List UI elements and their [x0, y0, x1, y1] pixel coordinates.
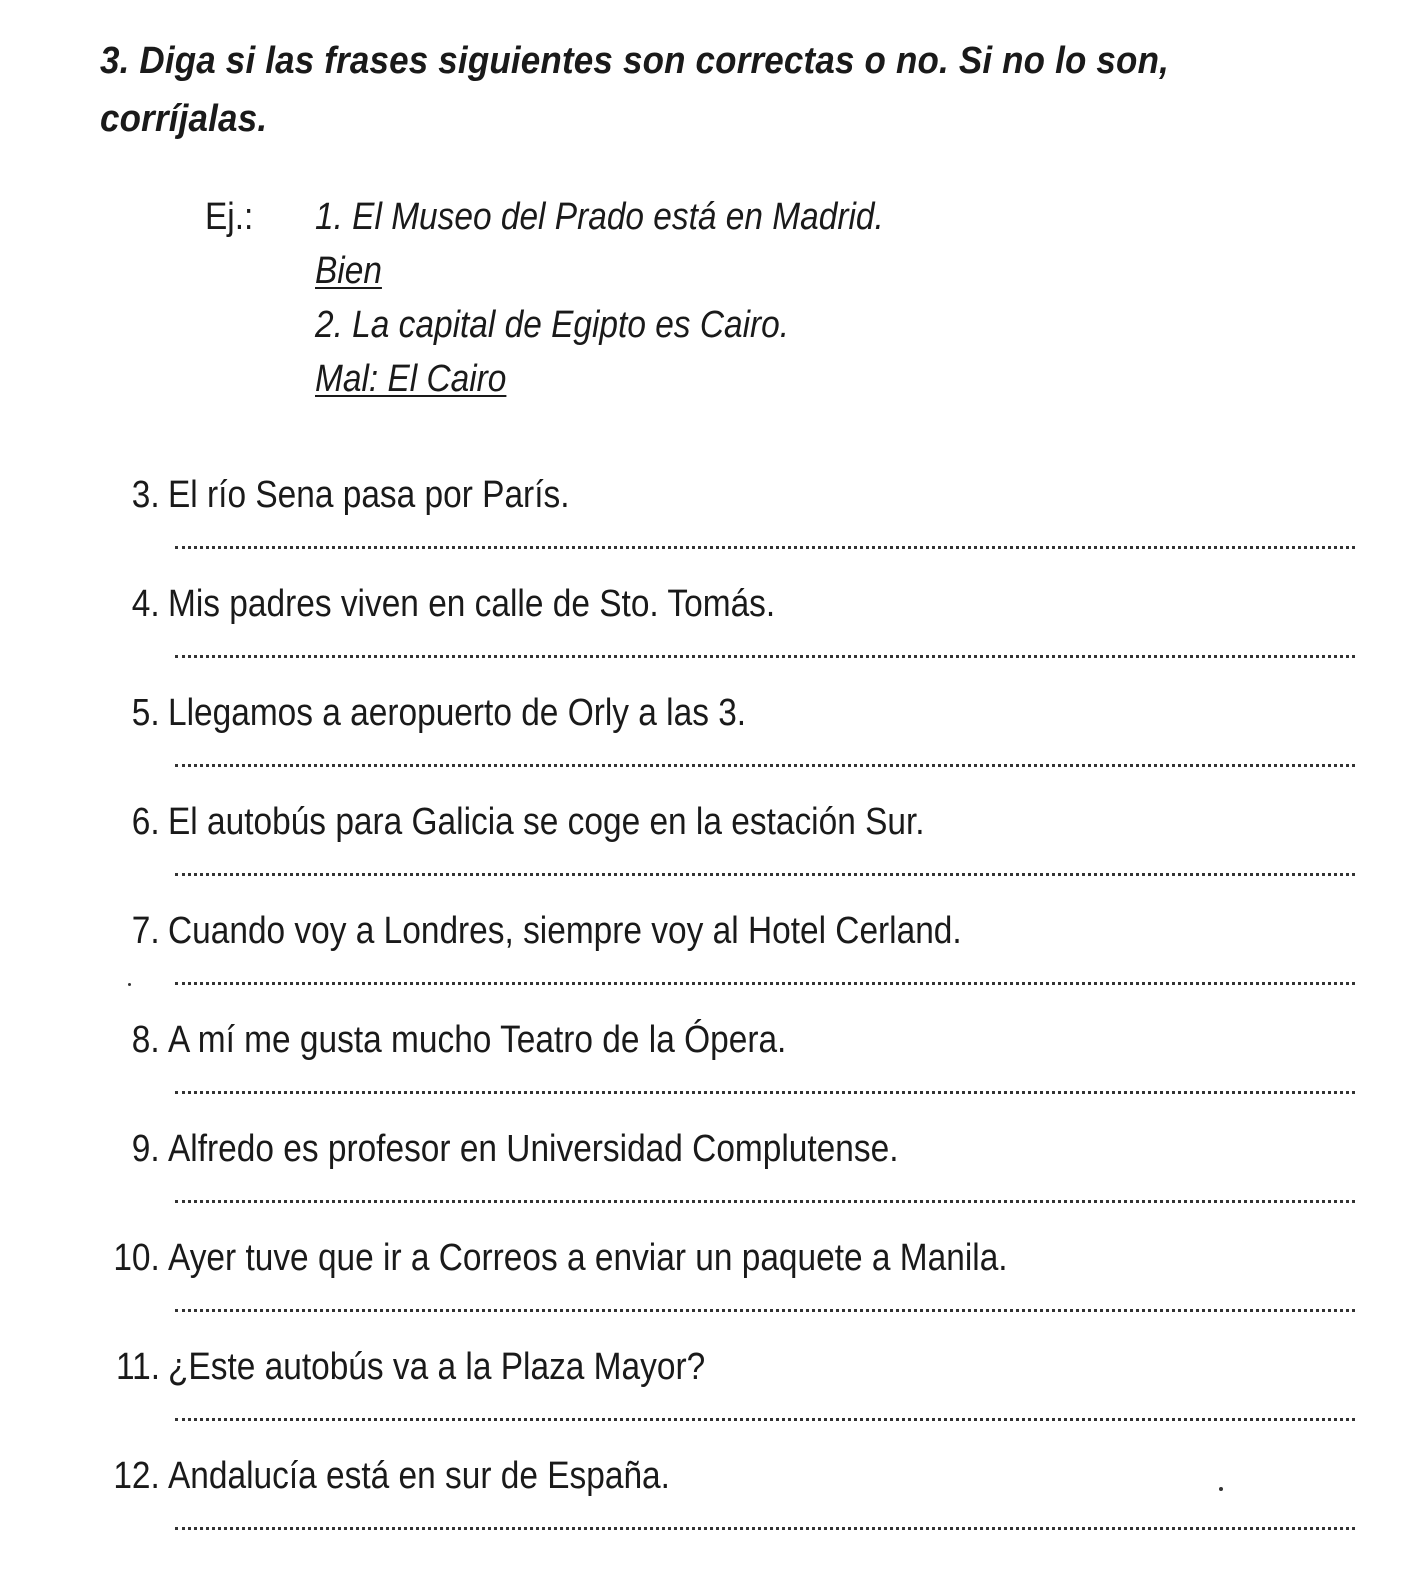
question-text: Ayer tuve que ir a Correos a enviar un paquete a Manila. [168, 1237, 1008, 1279]
question-text: ¿Este autobús va a la Plaza Mayor? [168, 1346, 706, 1388]
answer-line[interactable] [175, 764, 1355, 767]
question-item-8 [0, 1007, 1422, 1116]
example-lines [315, 190, 884, 406]
instruction-line-1: 3. Diga si las frases siguientes son correctas o no. Si no lo son, [100, 40, 1170, 82]
answer-line[interactable] [175, 1309, 1355, 1312]
example-answer-2: Mal: El Cairo [315, 358, 507, 400]
question-number: 4. [132, 583, 160, 625]
print-speck [128, 983, 131, 986]
answer-line[interactable] [175, 1418, 1355, 1421]
question-item-12 [0, 1443, 1422, 1552]
question-item-7 [0, 898, 1422, 1007]
question-item-3 [0, 462, 1422, 571]
answer-line[interactable] [175, 982, 1355, 985]
question-text: Alfredo es profesor en Universidad Complutense. [168, 1128, 899, 1170]
question-text: El río Sena pasa por París. [168, 474, 570, 516]
question-item-6 [0, 789, 1422, 898]
question-item-5 [0, 680, 1422, 789]
answer-line[interactable] [175, 1200, 1355, 1203]
example-sentence-1: 1. El Museo del Prado está en Madrid. [315, 196, 884, 238]
question-number: 8. [132, 1019, 160, 1061]
example-label: Ej.: [205, 196, 254, 238]
question-item-9 [0, 1116, 1422, 1225]
exercise-instruction [100, 32, 1222, 148]
question-number: 5. [132, 692, 160, 734]
question-text: Mis padres viven en calle de Sto. Tomás. [168, 583, 776, 625]
question-number: 3. [132, 474, 160, 516]
question-number: 12. [113, 1455, 160, 1497]
question-number: 6. [132, 801, 160, 843]
question-number: 10. [113, 1237, 160, 1279]
question-item-10 [0, 1225, 1422, 1334]
question-number: 11. [115, 1346, 160, 1388]
question-text: Cuando voy a Londres, siempre voy al Hotel Cerland. [168, 910, 962, 952]
example-answer-1: Bien [315, 250, 382, 292]
answer-line[interactable] [175, 546, 1355, 549]
example-sentence-2: 2. La capital de Egipto es Cairo. [315, 304, 790, 346]
answer-line[interactable] [175, 873, 1355, 876]
print-speck [1219, 1487, 1223, 1491]
question-text: A mí me gusta mucho Teatro de la Ópera. [168, 1019, 787, 1061]
question-item-4 [0, 571, 1422, 680]
instruction-line-2: corríjalas. [100, 98, 268, 140]
question-list [0, 462, 1422, 1552]
answer-line[interactable] [175, 655, 1355, 658]
question-text: Andalucía está en sur de España. [168, 1455, 670, 1497]
question-text: El autobús para Galicia se coge en la estación Sur. [168, 801, 925, 843]
question-number: 9. [132, 1128, 160, 1170]
question-item-11 [0, 1334, 1422, 1443]
question-number: 7. [132, 910, 160, 952]
question-text: Llegamos a aeropuerto de Orly a las 3. [168, 692, 747, 734]
answer-line[interactable] [175, 1527, 1355, 1530]
answer-line[interactable] [175, 1091, 1355, 1094]
